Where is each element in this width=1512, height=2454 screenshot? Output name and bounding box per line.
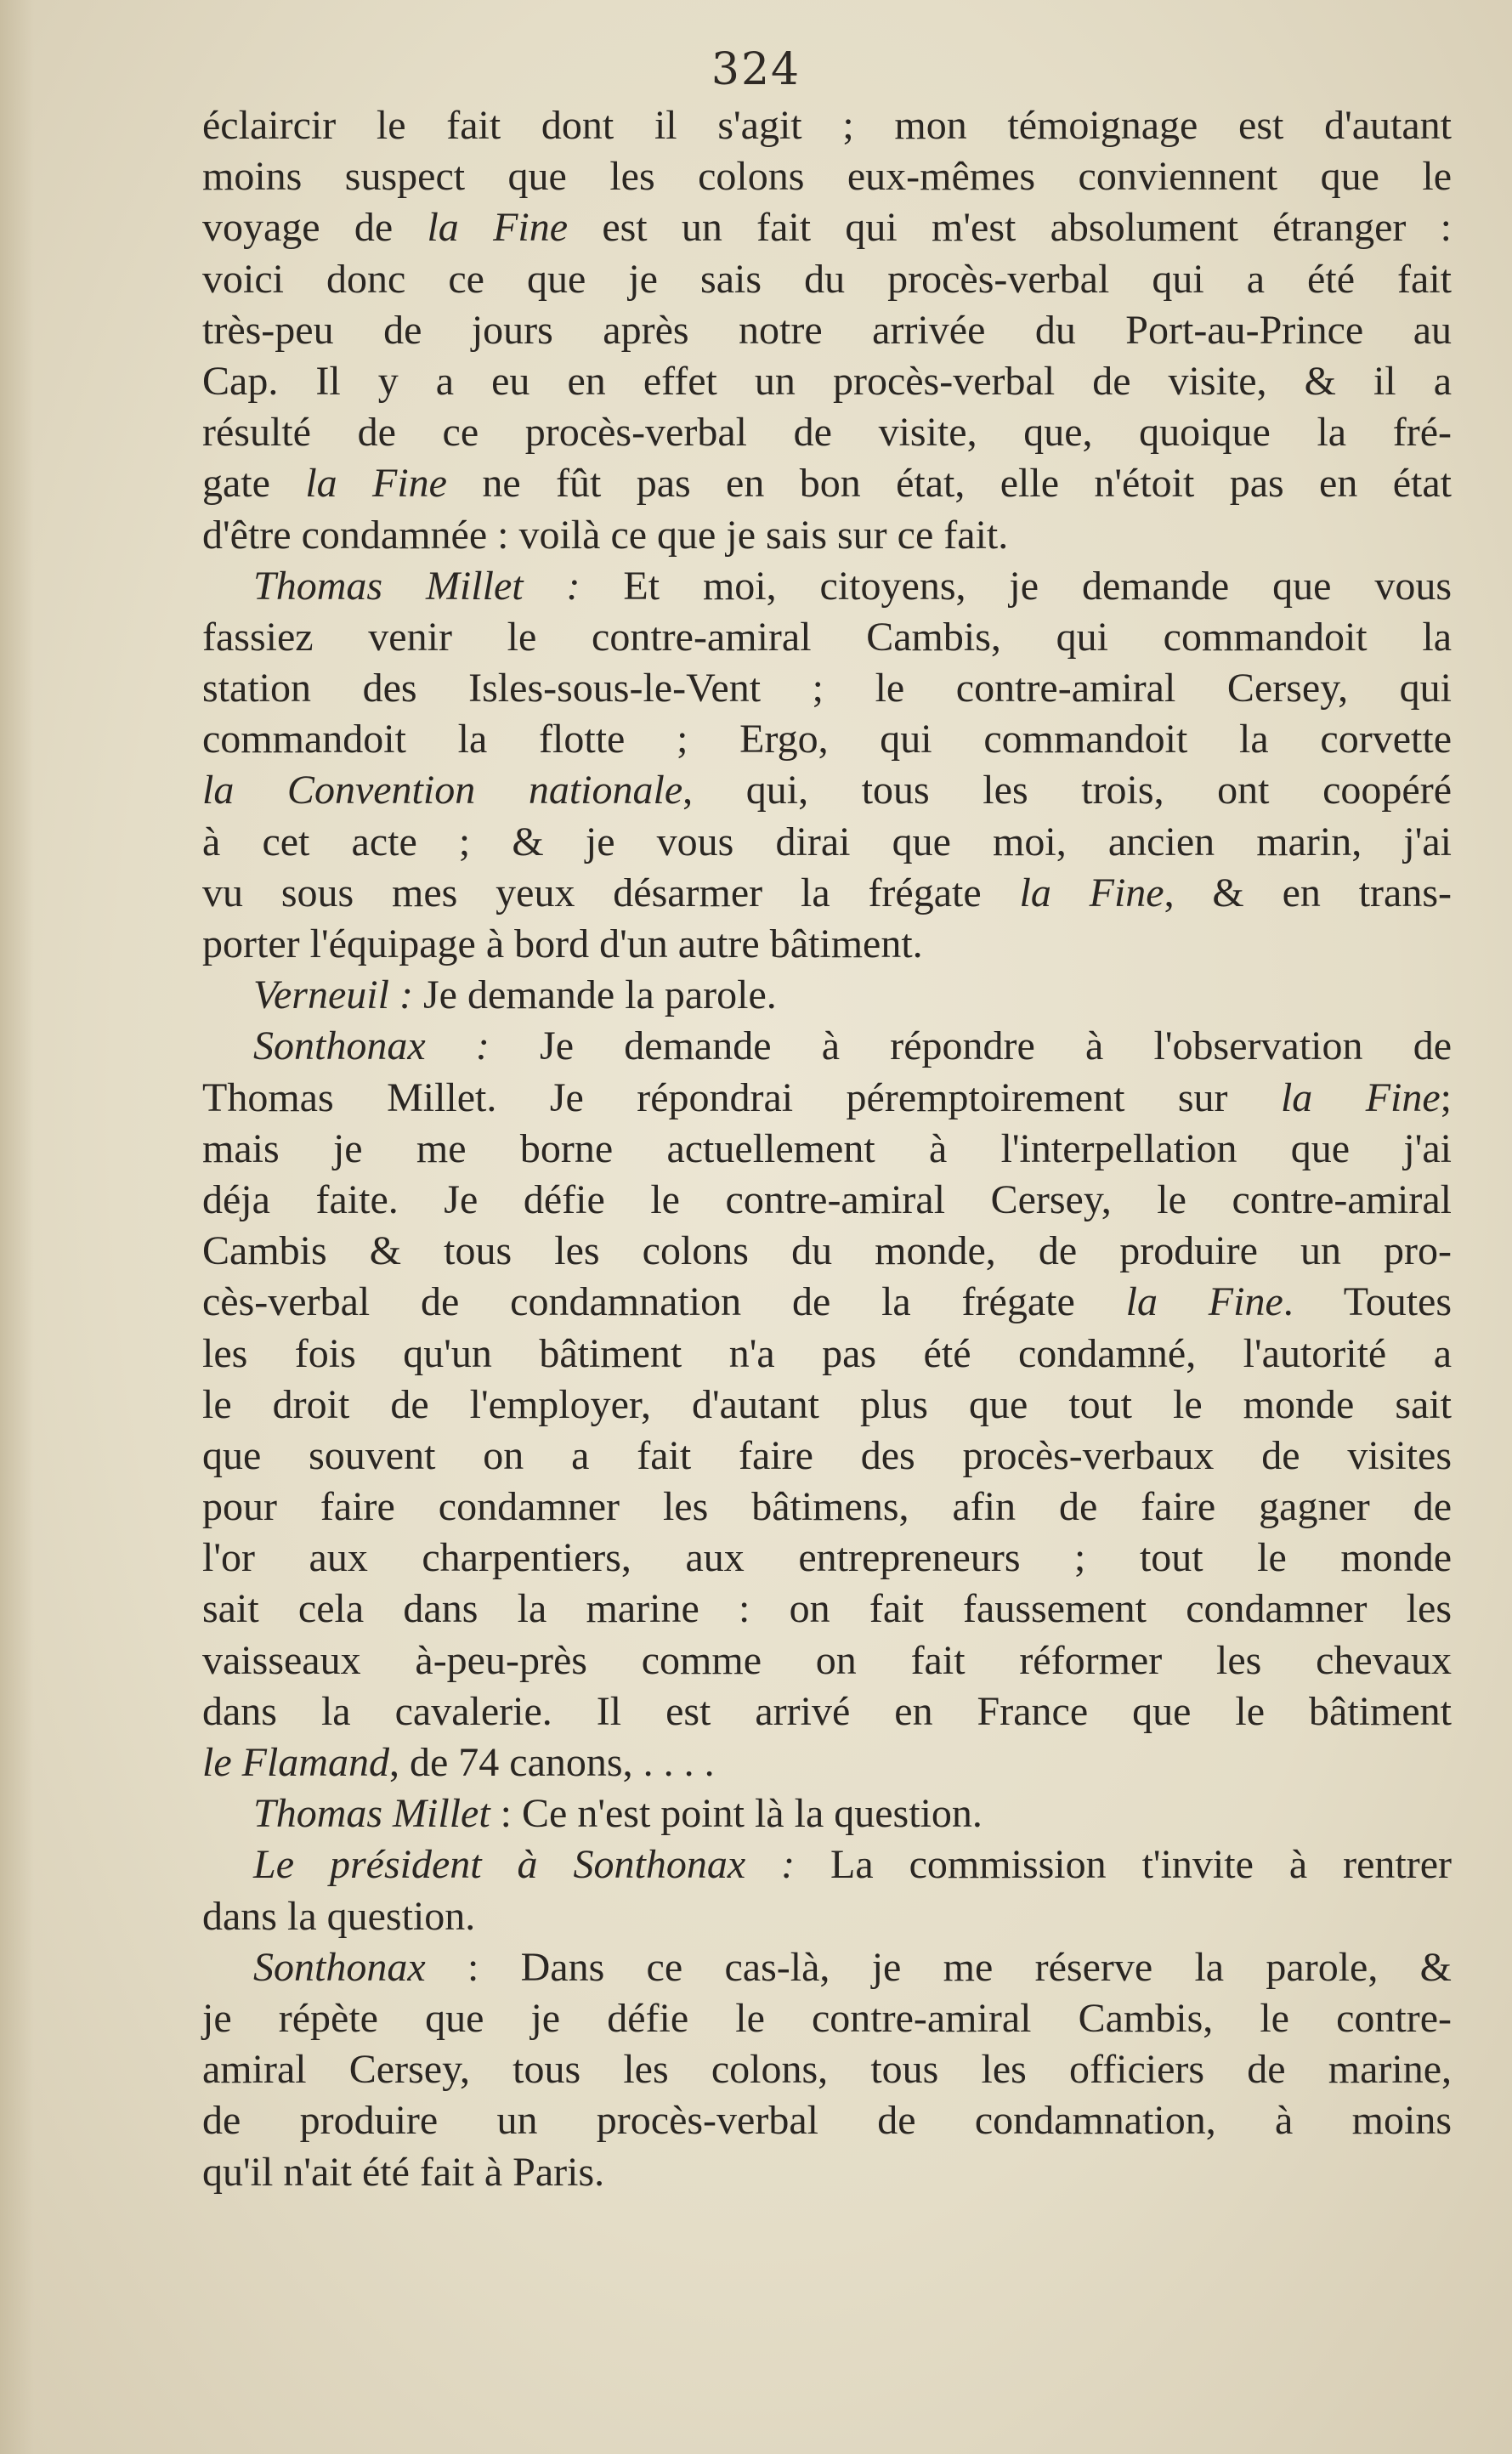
text-line (202, 868, 1452, 919)
text-line (202, 817, 1452, 868)
text-line (202, 1891, 1452, 1942)
text-run: le droit de l'employer, d'autant plus que tout le monde sait (202, 1381, 1452, 1427)
text-run: Cap. Il y a eu en effet un procès-verbal de visite, & il a (202, 358, 1452, 404)
text-run: les fois qu'un bâtiment n'a pas été condamné, l'autorité a (202, 1330, 1452, 1376)
text-run: dans la cavalerie. Il est arrivé en France que le bâtiment (202, 1688, 1452, 1734)
text-run: je répète que je défie le contre-amiral Cambis, le contre- (202, 1995, 1452, 2041)
text-line (202, 1942, 1452, 1993)
text-line (202, 1788, 1452, 1839)
text-run: vu sous mes yeux désarmer la frégate (202, 870, 1020, 915)
text-run: , & en trans- (1164, 870, 1452, 915)
text-run: Je demande à répondre à l'observation de (489, 1023, 1453, 1069)
text-line (202, 100, 1452, 151)
italic-text: Verneuil : (253, 972, 413, 1018)
italic-text: Sonthonax (253, 1944, 426, 1990)
text-run: à cet acte ; & je vous dirai que moi, ancien marin, j'ai (202, 819, 1452, 864)
text-run: pour faire condamner les bâtimens, afin de faire gagner de (202, 1484, 1452, 1530)
text-line (202, 1686, 1452, 1737)
text-line (202, 1482, 1452, 1533)
text-line (202, 919, 1452, 970)
text-run: cès-verbal de condamnation de la frégate (202, 1279, 1126, 1325)
text-line (202, 1380, 1452, 1431)
text-line (202, 202, 1452, 253)
text-run: d'être condamnée : voilà ce que je sais sur ce fait. (202, 512, 1009, 558)
italic-text: la Fine (305, 461, 447, 507)
italic-text: la Fine (1125, 1279, 1283, 1325)
text-line (202, 1839, 1452, 1890)
italic-text: Le président à Sonthonax : (253, 1842, 796, 1888)
page-gutter-shadow (0, 0, 34, 2454)
text-line (202, 356, 1452, 407)
italic-text: la Fine (1019, 870, 1164, 915)
text-run: l'or aux charpentiers, aux entrepreneurs ; tout le monde (202, 1535, 1452, 1581)
text-run: fassiez venir le contre-amiral Cambis, qui commandoit la (202, 614, 1452, 660)
text-line (202, 1021, 1452, 1072)
text-line (202, 765, 1452, 816)
text-run: mais je me borne actuellement à l'interpellation que j'ai (202, 1125, 1452, 1171)
text-line (202, 510, 1452, 561)
text-run: ; (1440, 1074, 1452, 1120)
text-run: vaisseaux à-peu-près comme on fait réformer les chevaux (202, 1637, 1452, 1683)
text-line (202, 1175, 1452, 1226)
text-run: que souvent on a fait faire des procès-verbaux de visites (202, 1432, 1452, 1478)
text-run: Je demande la parole. (412, 972, 777, 1018)
text-run: porter l'équipage à bord d'un autre bâtiment. (202, 921, 923, 966)
text-run: : Ce n'est point là la question. (490, 1791, 983, 1837)
text-line (202, 970, 1452, 1021)
text-line (202, 1993, 1452, 2044)
italic-text: Thomas Millet : (253, 563, 580, 609)
text-run: sait cela dans la marine : on fait faussement condamner les (202, 1586, 1452, 1632)
text-line (202, 458, 1452, 509)
text-run: résulté de ce procès-verbal de visite, que, quoique la fré- (202, 410, 1452, 456)
italic-text: le Flamand (202, 1740, 389, 1785)
text-run: commandoit la flotte ; Ergo, qui commandoit la corvette (202, 717, 1452, 762)
text-line (202, 2147, 1452, 2198)
text-run: , de 74 canons, . . . . (388, 1740, 715, 1785)
text-run: Cambis & tous les colons du monde, de produire un pro- (202, 1228, 1452, 1274)
text-run: station des Isles-sous-le-Vent ; le contre-amiral Cersey, qui (202, 666, 1452, 711)
text-run: dans la question. (202, 1893, 476, 1939)
text-run: déja faite. Je défie le contre-amiral Cersey, le contre-amiral (202, 1176, 1452, 1222)
text-run: très-peu de jours après notre arrivée du Port-au-Prince au (202, 307, 1452, 353)
text-line (202, 1635, 1452, 1686)
text-run: voyage de (202, 205, 428, 251)
text-line (202, 1073, 1452, 1124)
text-line (202, 407, 1452, 458)
body-text (202, 100, 1452, 2198)
text-line (202, 2044, 1452, 2095)
text-line (202, 1277, 1452, 1328)
text-run: voici donc ce que je sais du procès-verbal qui a été fait (202, 256, 1452, 302)
text-line (202, 151, 1452, 202)
italic-text: la Convention nationale (202, 768, 683, 813)
italic-text: la Fine (1280, 1074, 1441, 1120)
text-line (202, 561, 1452, 612)
text-line (202, 305, 1452, 356)
text-line (202, 1584, 1452, 1635)
text-run: Thomas Millet. Je répondrai péremptoirement sur (202, 1074, 1281, 1120)
text-run: éclaircir le fait dont il s'agit ; mon témoignage est d'autant (202, 103, 1452, 148)
italic-text: la Fine (427, 205, 569, 251)
page-number: 324 (711, 44, 801, 95)
text-line (202, 1533, 1452, 1584)
text-line (202, 1124, 1452, 1175)
text-run: . Toutes (1283, 1279, 1453, 1325)
text-run: qu'il n'ait été fait à Paris. (202, 2149, 605, 2195)
text-run: moins suspect que les colons eux-mêmes conviennent que le (202, 154, 1452, 200)
text-run: gate (202, 461, 306, 507)
text-run: amiral Cersey, tous les colons, tous les officiers de marine, (202, 2047, 1452, 2093)
text-run: La commission t'invite à rentrer (795, 1842, 1453, 1888)
text-line (202, 1226, 1452, 1277)
text-line (202, 714, 1452, 765)
text-run: ne fût pas en bon état, elle n'étoit pas en état (446, 461, 1452, 507)
text-run: , qui, tous les trois, ont coopéré (682, 768, 1452, 813)
text-run: de produire un procès-verbal de condamnation, à moins (202, 2098, 1452, 2144)
text-run: Et moi, citoyens, je demande que vous (580, 563, 1453, 609)
text-line (202, 612, 1452, 663)
italic-text: Thomas Millet (253, 1791, 490, 1837)
text-line (202, 1329, 1452, 1380)
text-line (202, 663, 1452, 714)
text-run: : Dans ce cas-là, je me réserve la parole, & (425, 1944, 1452, 1990)
text-run: est un fait qui m'est absolument étranger : (568, 205, 1453, 251)
italic-text: Sonthonax : (253, 1023, 490, 1069)
text-line (202, 2095, 1452, 2146)
text-line (202, 254, 1452, 305)
text-line (202, 1737, 1452, 1788)
text-line (202, 1431, 1452, 1482)
